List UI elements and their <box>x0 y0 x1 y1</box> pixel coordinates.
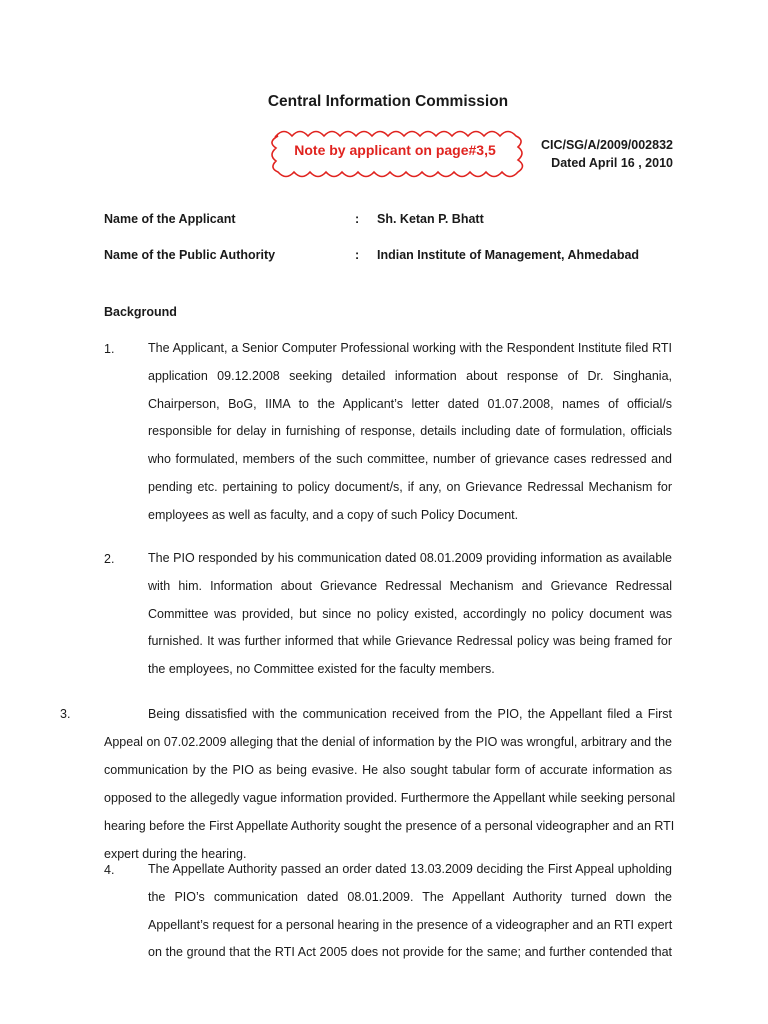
section-heading-background: Background <box>104 305 177 319</box>
public-authority-colon: : <box>355 248 360 262</box>
case-number: CIC/SG/A/2009/002832 <box>540 138 673 152</box>
paragraph-line: Chairperson, BoG, IIMA to the Applicant’s letter dated 01.07.2008, names of official/s <box>148 396 672 411</box>
case-date: Dated April 16 , 2010 <box>551 156 673 170</box>
page-title: Central Information Commission <box>267 93 509 110</box>
paragraph-line: the employees, no Committee existed for the faculty members. <box>148 662 495 677</box>
paragraph-line: opposed to the allegedly vague information provided. Furthermore the Appellant while seeking personal <box>104 791 676 805</box>
paragraph-line: with him. Information about Grievance Redressal Mechanism and Grievance Redressal <box>148 578 672 593</box>
applicant-note-text: Note by applicant on page#3,5 <box>294 142 496 158</box>
paragraph-line: The Applicant, a Senior Computer Professional working with the Respondent Institute filed RTI <box>148 341 672 355</box>
paragraph-line: Committee was provided, but since no policy existed, accordingly no policy document was <box>148 606 672 621</box>
paragraph-line: employees as well as faculty, and a copy of such Policy Document. <box>148 507 519 522</box>
paragraph-4 <box>148 856 672 967</box>
paragraph-line: who formulated, members of the such committee, number of grievance cases redressed and <box>148 452 672 467</box>
paragraph-line: communication by the PIO as being evasive. He also sought tabular form of accurate information as <box>104 763 672 777</box>
applicant-note-stamp <box>264 126 526 180</box>
paragraph-line: pending etc. pertaining to policy document/s, if any, on Grievance Redressal Mechanism for <box>148 479 672 494</box>
paragraph-number: 4. <box>104 863 115 877</box>
paragraph-1 <box>148 335 672 530</box>
paragraph-2 <box>148 545 672 684</box>
paragraph-line: hearing before the First Appellate Authority sought the presence of a personal videographer and an RTI <box>104 819 675 833</box>
paragraph-line: on the ground that the RTI Act 2005 does not provide for the same; and further contended that <box>148 945 672 960</box>
paragraph-line: Being dissatisfied with the communication received from the PIO, the Appellant filed a First <box>148 707 672 721</box>
paragraph-line: The PIO responded by his communication dated 08.01.2009 providing information as available <box>148 551 672 565</box>
applicant-label: Name of the Applicant <box>104 212 236 226</box>
paragraph-line: application 09.12.2008 seeking detailed information about response of Dr. Singhania, <box>148 368 672 383</box>
paragraph-line: Appeal on 07.02.2009 alleging that the denial of information by the PIO was wrongful, arbitrary and the <box>104 735 672 749</box>
paragraph-line: expert during the hearing. <box>104 847 247 861</box>
paragraph-number: 3. <box>60 707 71 721</box>
applicant-name: Sh. Ketan P. Bhatt <box>377 212 484 226</box>
applicant-colon: : <box>355 212 360 226</box>
paragraph-line: The Appellate Authority passed an order dated 13.03.2009 deciding the First Appeal upholding <box>148 862 672 876</box>
paragraph-line: responsible for delay in furnishing of response, details including date of formulation, officials <box>148 424 672 439</box>
paragraph-line: furnished. It was further informed that while Grievance Redressal policy was being framed for <box>148 634 672 649</box>
public-authority-name: Indian Institute of Management, Ahmedabad <box>377 248 640 262</box>
paragraph-3 <box>104 700 676 868</box>
paragraph-line: the PIO’s communication dated 08.01.2009. The Appellant Authority turned down the <box>148 889 672 904</box>
paragraph-number: 1. <box>104 342 115 356</box>
public-authority-label: Name of the Public Authority <box>104 248 276 262</box>
paragraph-number: 2. <box>104 552 115 566</box>
paragraph-line: Appellant’s request for a personal hearing in the presence of a videographer and an RTI expert <box>148 917 673 932</box>
